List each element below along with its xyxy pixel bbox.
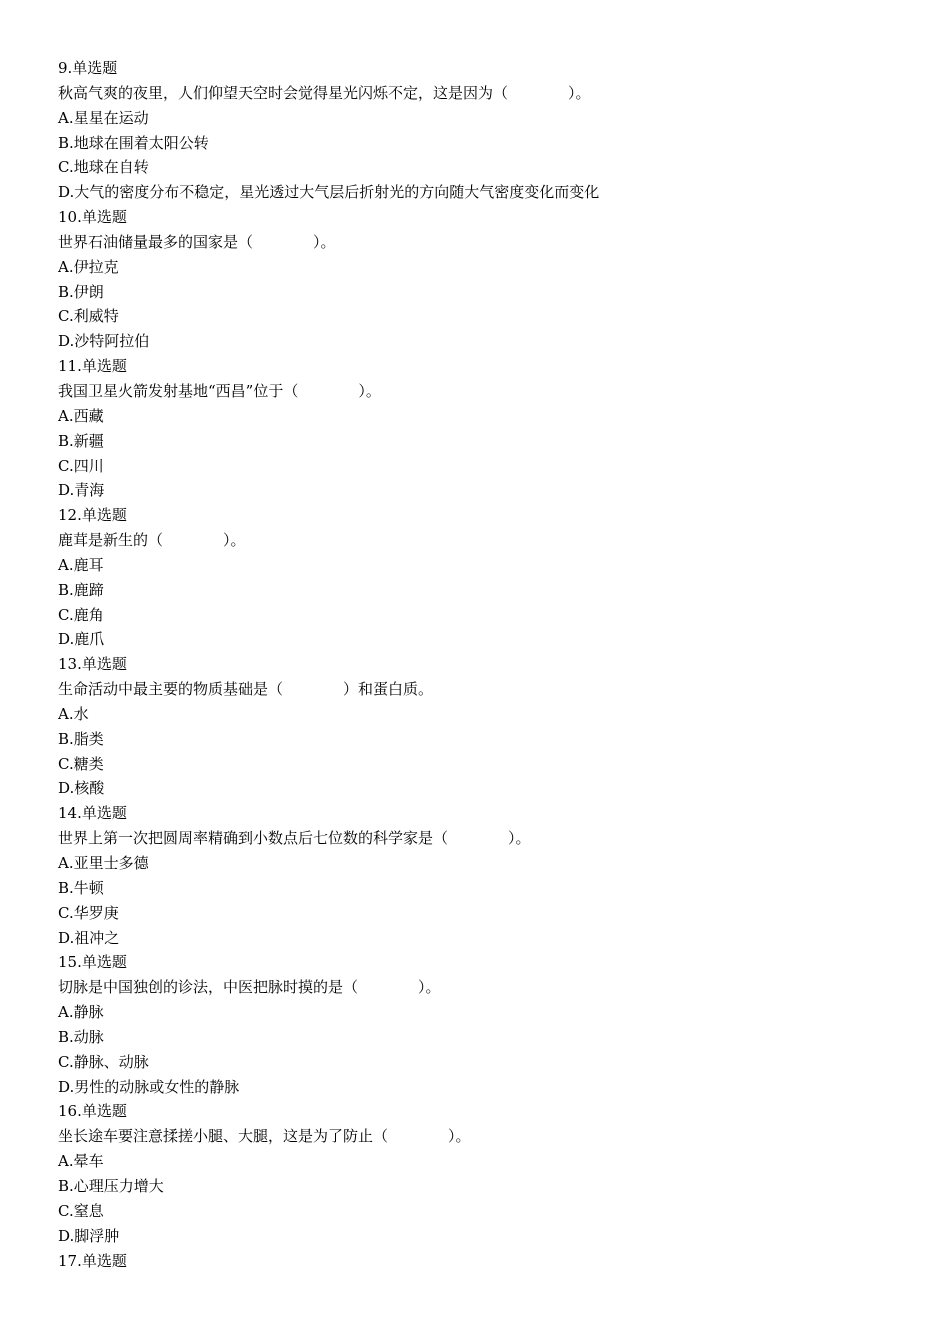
option-d: D.核酸 [58,779,105,798]
question-header: 9.单选题 [58,59,118,77]
option-a: A.水 [58,704,89,723]
option-b: B.心理压力增大 [58,1176,164,1195]
option-b: B.地球在围着太阳公转 [58,133,209,152]
option-c: C.利威特 [58,307,119,326]
option-c: C.华罗庚 [58,903,119,922]
question-header: 10.单选题 [58,208,127,227]
option-a: A.西藏 [58,406,104,425]
question-stem: 生命活动中最主要的物质基础是（ ）和蛋白质。 [58,680,434,699]
question-header: 16.单选题 [58,1102,127,1121]
option-d: D.大气的密度分布不稳定，星光透过大气层后折射光的方向随大气密度变化而变化 [58,183,600,202]
question-stem: 鹿茸是新生的（ ）。 [58,531,246,550]
option-d: D.祖冲之 [58,928,120,947]
question-header: 13.单选题 [58,655,127,674]
option-d: D.沙特阿拉伯 [58,332,150,351]
option-c: C.静脉、动脉 [58,1052,149,1071]
option-b: B.动脉 [58,1027,104,1046]
document-page [58,56,918,1273]
question-stem: 坐长途车要注意揉搓小腿、大腿，这是为了防止（ ）。 [58,1127,471,1146]
option-c: C.四川 [58,456,104,475]
question-stem: 我国卫星火箭发射基地“西昌”位于（ ）。 [58,381,381,400]
option-b: B.脂类 [58,729,104,748]
option-c: C.鹿角 [58,605,104,624]
option-a: A.亚里士多德 [58,854,149,872]
option-b: B.鹿蹄 [58,580,104,599]
option-c: C.窒息 [58,1201,104,1220]
option-b: B.牛顿 [58,878,104,897]
option-a: A.伊拉克 [58,257,119,276]
question-stem: 秋高气爽的夜里，人们仰望天空时会觉得星光闪烁不定，这是因为（ ）。 [58,83,591,102]
option-b: B.新疆 [58,431,104,450]
option-a: A.鹿耳 [58,555,104,574]
option-b: B.伊朗 [58,282,104,301]
option-d: D.脚浮肿 [58,1226,120,1245]
option-c: C.糖类 [58,754,104,773]
option-d: D.男性的动脉或女性的静脉 [58,1077,240,1096]
question-header: 14.单选题 [58,804,127,823]
option-c: C.地球在自转 [58,158,149,177]
option-a: A.星星在运动 [58,108,149,127]
option-d: D.鹿爪 [58,630,105,649]
question-stem: 切脉是中国独创的诊法，中医把脉时摸的是（ ）。 [58,978,441,997]
question-header: 15.单选题 [58,953,127,972]
question-stem: 世界上第一次把圆周率精确到小数点后七位数的科学家是（ ）。 [58,829,531,848]
option-a: A.静脉 [58,1003,104,1022]
option-a: A.晕车 [58,1152,104,1171]
question-header: 11.单选题 [58,357,127,376]
question-header: 17.单选题 [58,1251,127,1270]
question-header: 12.单选题 [58,506,127,525]
question-stem: 世界石油储量最多的国家是（ ）。 [58,232,336,251]
option-d: D.青海 [58,481,105,500]
